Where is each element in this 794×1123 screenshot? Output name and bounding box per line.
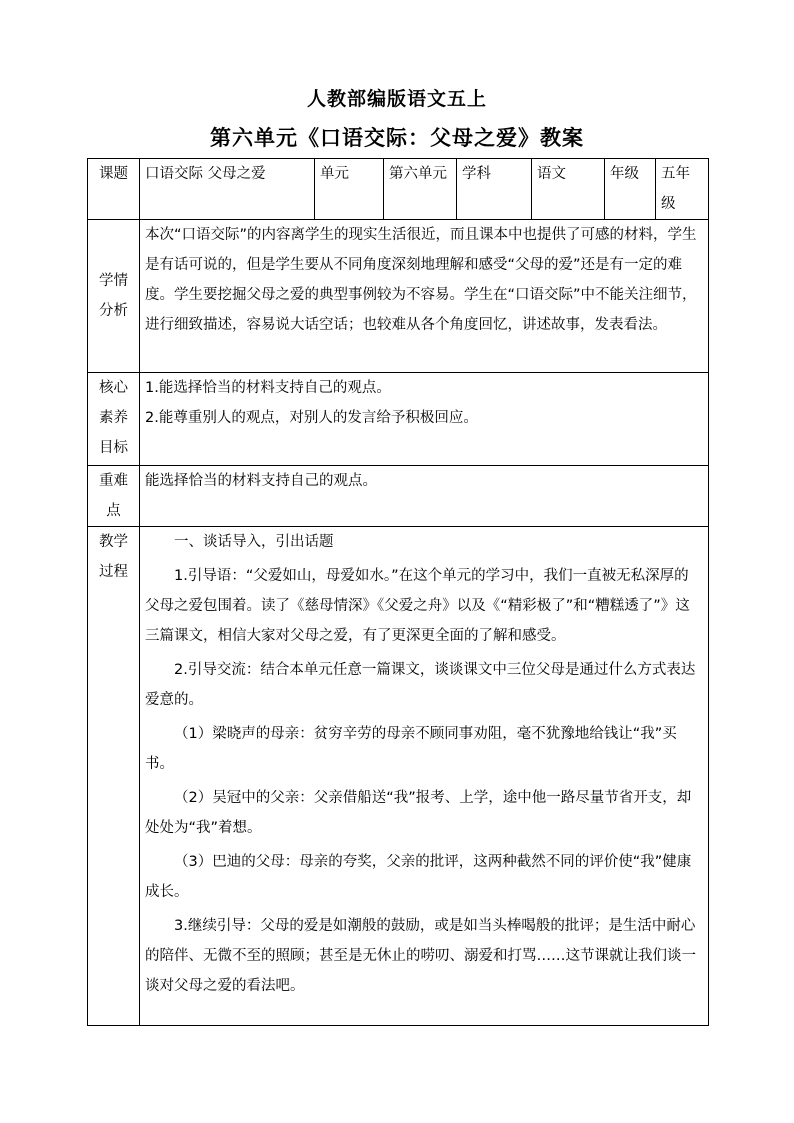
process-row	[88, 527, 709, 1026]
process-paragraph: 2.引导交流：结合本单元任意一篇课文，谈谈课文中三位父母是通过什么方式表达爱意的。	[145, 662, 696, 708]
document-subtitle: 第六单元《口语交际：父母之爱》教案	[210, 126, 584, 150]
process-paragraph: （1）梁晓声的母亲：贫穷辛劳的母亲不顾同事劝阻，毫不犹豫地给钱让“我”买书。	[145, 726, 677, 772]
goals-label: 核心素养目标	[88, 373, 140, 466]
lesson-plan-table	[87, 158, 709, 1026]
topic-label: 课题	[88, 159, 140, 220]
process-cell	[140, 527, 709, 1026]
goals-cell	[140, 373, 709, 466]
unit-value: 第六单元	[384, 159, 457, 220]
header-row	[88, 159, 709, 220]
topic-value: 口语交际 父母之爱	[140, 159, 315, 220]
key-points-label: 重难点	[88, 466, 140, 527]
goal-item: 2.能尊重别人的观点，对别人的发言给予积极回应。	[145, 410, 478, 426]
key-points-row	[88, 466, 709, 527]
subject-label: 学科	[457, 159, 532, 220]
process-paragraph: 3.继续引导：父母的爱是如潮般的鼓励，或是如当头棒喝般的批评；是生活中耐心的陪伴、无微不至的照顾；甚至是无休止的唠叨、溺爱和打骂……这节课就让我们谈一谈对父母之爱的看法吧。	[145, 918, 696, 994]
grade-label: 年级	[605, 159, 656, 220]
process-label: 教学过程	[88, 527, 140, 1026]
key-points-text: 能选择恰当的材料支持自己的观点。	[140, 466, 709, 527]
process-section-title: 一、谈话导入，引出话题	[174, 534, 334, 550]
analysis-row	[88, 220, 709, 373]
document-title: 人教部编版语文五上	[306, 88, 487, 110]
goals-row	[88, 373, 709, 466]
analysis-text: 本次“口语交际”的内容离学生的现实生活很近，而且课本中也提供了可感的材料，学生是有话可说的，但是学生要从不同角度深刻地理解和感受“父母的爱”还是有一定的难度。学生要挖掘父母之爱的典型事例较为不容易。学生在“口语交际”中不能关注细节，进行细致描述，容易说大话空话；也较难从各个角度回忆，讲述故事，发表看法。	[140, 220, 709, 373]
grade-value: 五年级	[656, 159, 709, 220]
analysis-label: 学情分析	[88, 220, 140, 373]
process-paragraph: 1.引导语：“父爱如山，母爱如水。”在这个单元的学习中，我们一直被无私深厚的父母之爱包围着。读了《慈母情深》《父爱之舟》以及《“精彩极了”和“糟糕透了”》这三篇课文，相信大家对父母之爱，有了更深更全面的了解和感受。	[145, 568, 690, 644]
unit-label: 单元	[315, 159, 384, 220]
process-paragraph: （3）巴迪的父母：母亲的夸奖，父亲的批评，这两种截然不同的评价使“我”健康成长。	[145, 854, 692, 900]
goal-item: 1.能选择恰当的材料支持自己的观点。	[145, 380, 391, 396]
process-paragraph: （2）吴冠中的父亲：父亲借船送“我”报考、上学，途中他一路尽量节省开支，却处处为“我”着想。	[145, 790, 692, 836]
subject-value: 语文	[532, 159, 605, 220]
